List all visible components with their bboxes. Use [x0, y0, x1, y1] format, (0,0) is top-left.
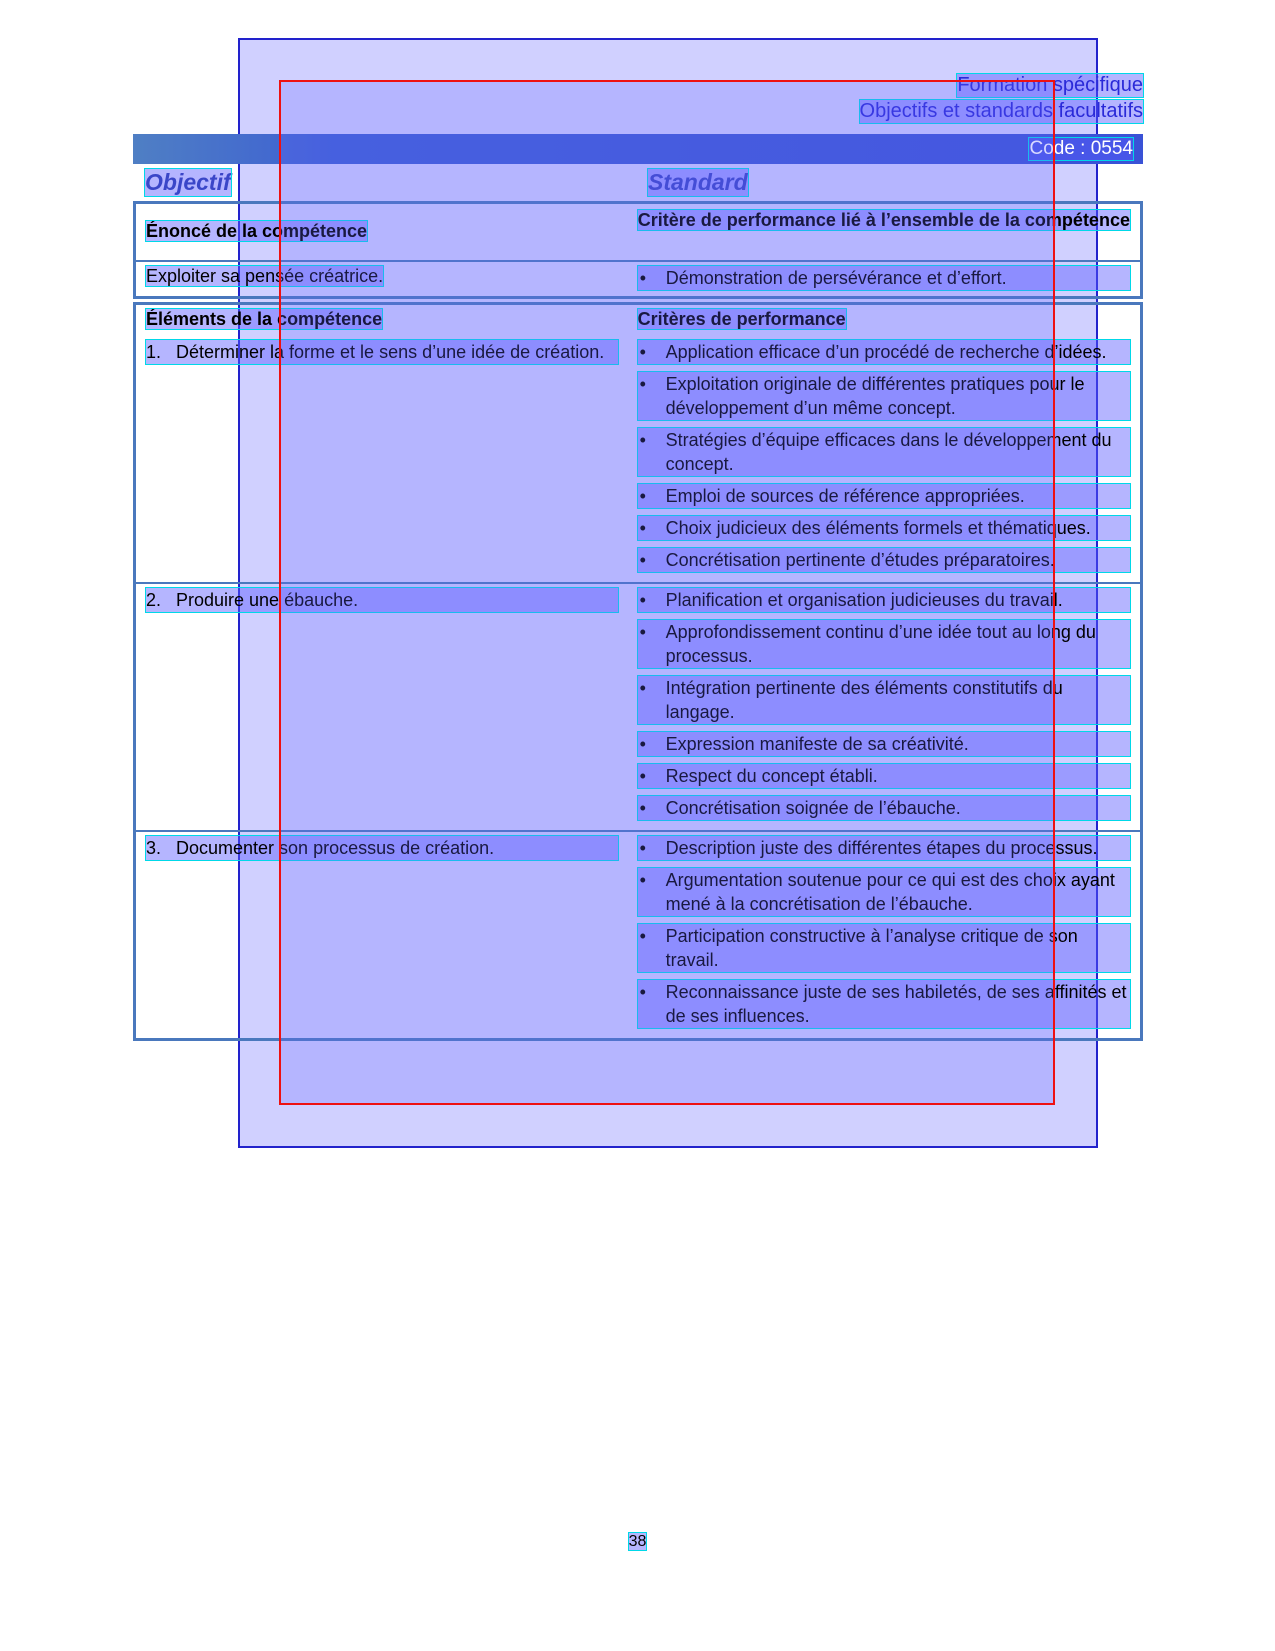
criterion-item: • Intégration pertinente des éléments constitutifs du langage.	[638, 676, 1130, 724]
criterion-item: • Reconnaissance juste de ses habiletés, de ses affinités et de ses influences.	[638, 980, 1130, 1028]
criterion-item: • Concrétisation soignée de l’ébauche.	[638, 796, 1130, 820]
column-title-standard: Standard	[648, 169, 748, 195]
criteria-label: Critères de performance	[637, 309, 846, 329]
element-text: Déterminer la forme et le sens d’une idée de création.	[176, 342, 605, 362]
column-title-objectif: Objectif	[145, 169, 231, 195]
criterion-item: • Description juste des différentes étapes du processus.	[638, 836, 1130, 860]
element-number: 3.	[146, 838, 162, 858]
header-objectifs: Objectifs et standards facultatifs	[859, 100, 1143, 122]
page-number	[0, 1533, 1275, 1551]
elements-label: Éléments de la compétence	[146, 309, 383, 329]
page-number-text: 38	[628, 1533, 647, 1550]
element-number: 2.	[146, 590, 162, 610]
criterion-item: • Stratégies d’équipe efficaces dans le développement du concept.	[638, 428, 1130, 476]
criterion-item: • Approfondissement continu d’une idée tout au long du processus.	[638, 620, 1130, 668]
element-text: Produire une ébauche.	[176, 590, 359, 610]
competence-criterion: • Démonstration de persévérance et d’effort.	[638, 266, 1130, 290]
criterion-item: • Exploitation originale de différentes pratiques pour le développement d’un même concept.	[638, 372, 1130, 420]
element-text: Documenter son processus de création.	[176, 838, 495, 858]
header-formation: Formation spécifique	[957, 74, 1143, 96]
competence-label: Énoncé de la compétence	[146, 220, 368, 241]
criterion-item: • Application efficace d’un procédé de recherche d’idées.	[638, 340, 1130, 364]
criterion-item: • Emploi de sources de référence appropriées.	[638, 484, 1130, 508]
code-label: Code : 0554	[1029, 138, 1133, 159]
criterion-item: • Participation constructive à l’analyse critique de son travail.	[638, 924, 1130, 972]
criterion-item: • Argumentation soutenue pour ce qui est des choix ayant mené à la concrétisation de l’ébauche.	[638, 868, 1130, 916]
competence-criterion-label: Critère de performance lié à l’ensemble de la compétence	[637, 210, 1130, 230]
annotation-region-inner	[279, 80, 1055, 1105]
criterion-item: • Choix judicieux des éléments formels et thématiques.	[638, 516, 1130, 540]
criterion-item: • Planification et organisation judicieuses du travail.	[638, 588, 1130, 612]
criterion-item: • Concrétisation pertinente d’études préparatoires.	[638, 548, 1130, 572]
element-number: 1.	[146, 342, 162, 362]
criterion-item: • Expression manifeste de sa créativité.	[638, 732, 1130, 756]
competence-statement: Exploiter sa pensée créatrice.	[146, 266, 384, 286]
criterion-item: • Respect du concept établi.	[638, 764, 1130, 788]
